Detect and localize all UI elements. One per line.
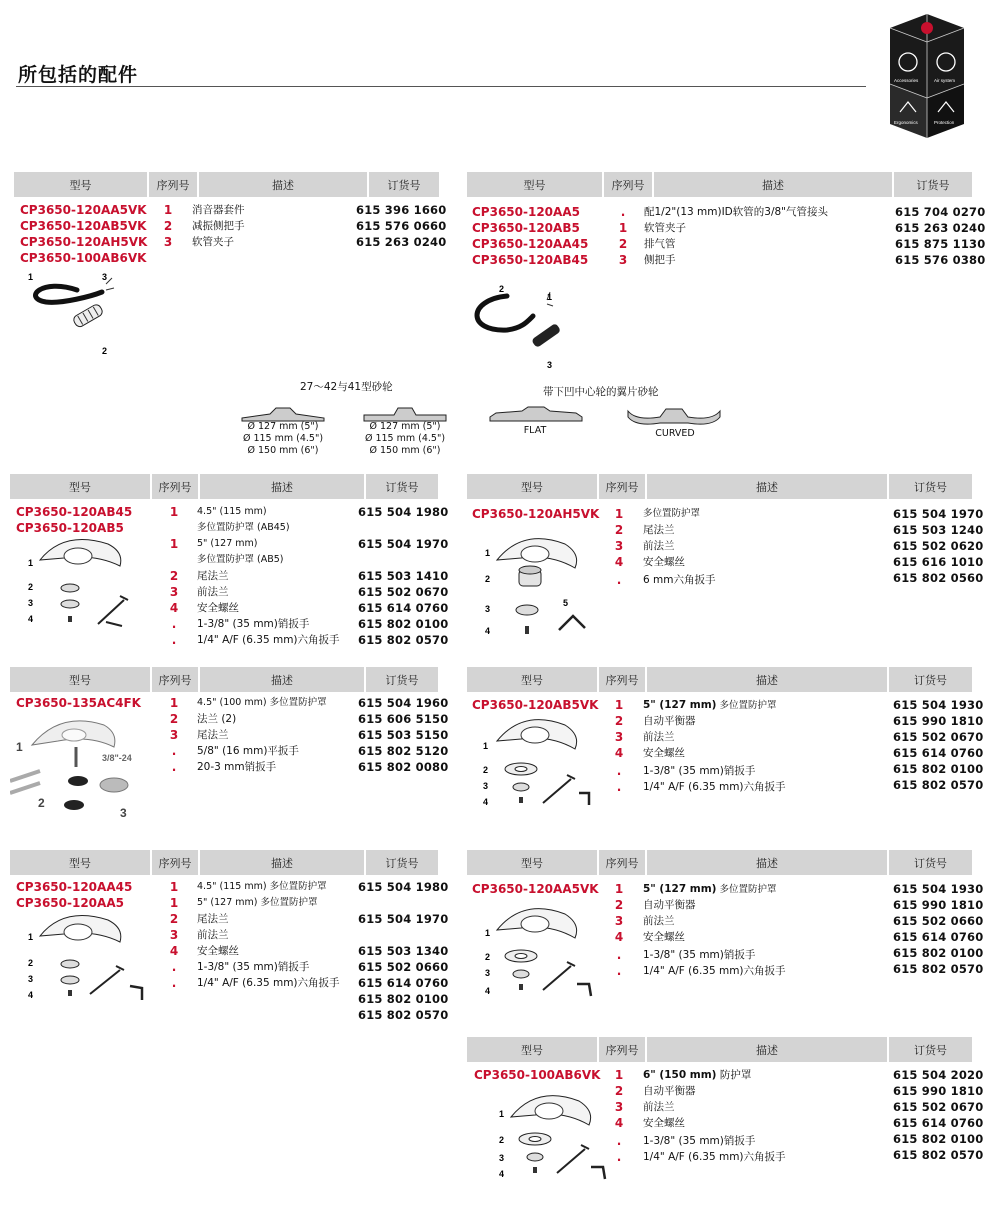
- header-model: 型号: [467, 474, 597, 499]
- part-description: 1/4" A/F (6.35 mm)六角扳手: [197, 977, 340, 989]
- order-number: 615 504 1980: [358, 880, 449, 894]
- seq-number: 3: [169, 728, 179, 742]
- order-number: 615 802 0100: [358, 617, 449, 631]
- model-number: CP3650-120AA45: [16, 880, 133, 894]
- model-number: CP3650-100AB6VK: [474, 1068, 601, 1082]
- callout: 3: [483, 781, 489, 791]
- part-description: 1/4" A/F (6.35 mm)六角扳手: [643, 965, 786, 977]
- callout: 1: [547, 292, 553, 302]
- seq-number: 4: [614, 555, 624, 569]
- seq-number: 3: [169, 928, 179, 942]
- part-description: 软管夹子: [644, 222, 686, 234]
- hose-kit-illustration: [22, 268, 122, 360]
- model-number: CP3650-120AB5VK: [20, 219, 147, 233]
- seq-number: 2: [169, 569, 179, 583]
- part-description: 安全螺丝: [197, 945, 239, 957]
- callout: 3: [547, 360, 553, 370]
- callout: 3: [485, 604, 491, 614]
- part-description-detail: 多位置防护罩 (AB45): [197, 522, 290, 533]
- guard-kit-photo-illustration: [10, 711, 150, 831]
- callout: 1: [28, 272, 34, 282]
- part-description: 侧把手: [644, 254, 676, 266]
- order-number: 615 802 0570: [358, 1008, 449, 1022]
- header-order: 订货号: [366, 667, 438, 692]
- header-order: 订货号: [369, 172, 439, 197]
- order-number: 615 504 1980: [358, 505, 449, 519]
- cube-face-air-system: Air system: [934, 78, 956, 83]
- accessory-table-2: [10, 474, 449, 659]
- seq-number: 1: [169, 537, 179, 551]
- part-description: 5" (127 mm) 多位置防护罩: [197, 897, 318, 908]
- seq-number: 2: [614, 1084, 624, 1098]
- part-description: 20-3 mm销扳手: [197, 761, 277, 773]
- part-description: 自动平衡器: [643, 1085, 696, 1097]
- seq-number: .: [616, 1150, 622, 1164]
- order-number: 615 614 0760: [893, 1116, 984, 1130]
- accessory-table-8: [467, 1037, 984, 1202]
- header-model: 型号: [467, 1037, 597, 1062]
- cube-face-ergonomics: Ergonomics: [894, 120, 918, 125]
- part-description: 4.5" (115 mm): [197, 506, 267, 517]
- order-number: 615 503 1340: [358, 944, 449, 958]
- model-number: CP3650-120AB5: [16, 521, 124, 535]
- exhaust-kit-illustration: [467, 280, 577, 372]
- order-number: 615 502 0670: [358, 585, 449, 599]
- wheel1-size: Ø 127 mm (5"): [247, 421, 319, 432]
- callout: 2: [102, 346, 108, 356]
- header-desc: 描述: [647, 474, 887, 499]
- header-seq: 序列号: [604, 172, 652, 197]
- seq-number: .: [616, 764, 622, 778]
- order-number: 615 503 5150: [358, 728, 449, 742]
- wheel2-size: Ø 115 mm (4.5"): [364, 433, 446, 444]
- order-number: 615 990 1810: [893, 1084, 984, 1098]
- part-description: 1-3/8" (35 mm)销扳手: [643, 1135, 756, 1147]
- model-number: CP3650-135AC4FK: [16, 696, 141, 710]
- callout: 1: [485, 548, 491, 558]
- callout: 4: [28, 614, 34, 624]
- model-number: CP3650-120AH5VK: [472, 507, 600, 521]
- model-number: CP3650-120AA5VK: [472, 882, 599, 896]
- curved-flap-disc-icon: [626, 405, 722, 429]
- model-number: CP3650-120AB45: [16, 505, 133, 519]
- accessory-table-1: [467, 172, 986, 372]
- order-number: 615 802 0100: [893, 946, 984, 960]
- part-description: 尾法兰: [197, 729, 229, 741]
- callout: 1: [28, 558, 34, 568]
- header-order: 订货号: [366, 850, 438, 875]
- seq-number: 2: [614, 523, 624, 537]
- callout: 2: [499, 284, 505, 294]
- model-number: CP3650-120AB5: [472, 221, 580, 235]
- seq-number: 4: [614, 930, 624, 944]
- seq-number: 1: [169, 505, 179, 519]
- header-model: 型号: [10, 667, 150, 692]
- order-number: 615 802 0570: [358, 633, 449, 647]
- callout: 3: [120, 806, 127, 820]
- accessories-cube-logo: [888, 12, 966, 140]
- order-number: 615 396 1660: [356, 203, 447, 217]
- guard-kit-illustration: [479, 530, 599, 648]
- order-number: 615 990 1810: [893, 898, 984, 912]
- header-order: 订货号: [366, 474, 438, 499]
- part-size: 5" (127 mm): [643, 699, 717, 711]
- accessory-table-6: [10, 850, 449, 1030]
- part-description: 多位置防护罩: [716, 884, 777, 895]
- seq-number: 4: [169, 944, 179, 958]
- thread-label: 3/8"-24: [102, 753, 132, 763]
- seq-number: 3: [163, 235, 173, 249]
- order-number: 615 502 0670: [893, 730, 984, 744]
- order-number: 615 606 5150: [358, 712, 449, 726]
- seq-number: 1: [614, 507, 624, 521]
- model-number: CP3650-100AB6VK: [20, 251, 147, 265]
- part-description: 多位置防护罩: [716, 700, 777, 711]
- callout: 4: [483, 797, 489, 807]
- seq-number: 1: [169, 880, 179, 894]
- type27-wheel-icon: [240, 402, 326, 422]
- part-description: 防护罩: [716, 1069, 752, 1081]
- seq-number: 4: [169, 601, 179, 615]
- callout: 1: [499, 1109, 505, 1119]
- order-number: 615 802 0100: [893, 762, 984, 776]
- order-number: 615 614 0760: [358, 976, 449, 990]
- part-description: 配1/2"(13 mm)ID软管的3/8"气管接头: [644, 206, 828, 218]
- seq-number: 1: [163, 203, 173, 217]
- order-number: 615 263 0240: [356, 235, 447, 249]
- part-description: 前法兰: [643, 731, 675, 743]
- part-description: 1/4" A/F (6.35 mm)六角扳手: [197, 634, 340, 646]
- part-description: 5/8" (16 mm)平扳手: [197, 745, 299, 757]
- header-desc: 描述: [647, 667, 887, 692]
- order-number: 615 504 2020: [893, 1068, 984, 1082]
- seq-number: .: [171, 744, 177, 758]
- part-description: 1/4" A/F (6.35 mm)六角扳手: [643, 781, 786, 793]
- order-number: 615 616 1010: [893, 555, 984, 569]
- part-description-detail: 多位置防护罩 (AB5): [197, 554, 284, 565]
- part-description: 安全螺丝: [643, 556, 685, 568]
- part-description: 多位置防护罩: [643, 508, 701, 519]
- seq-number: .: [171, 976, 177, 990]
- header-seq: 序列号: [152, 850, 198, 875]
- header-model: 型号: [467, 667, 597, 692]
- header-seq: 序列号: [152, 474, 198, 499]
- order-number: 615 503 1410: [358, 569, 449, 583]
- callout: 3: [28, 974, 34, 984]
- callout: 1: [28, 932, 34, 942]
- header-model: 型号: [467, 172, 602, 197]
- seq-number: .: [171, 633, 177, 647]
- seq-number: 4: [614, 1116, 624, 1130]
- seq-number: 1: [614, 1068, 624, 1082]
- callout: 3: [102, 272, 108, 282]
- part-description-wrap: [643, 697, 777, 714]
- model-number: CP3650-120AB45: [472, 253, 589, 267]
- header-seq: 序列号: [149, 172, 197, 197]
- callout: 4: [499, 1169, 505, 1179]
- order-number: 615 504 1970: [893, 507, 984, 521]
- part-description: 5" (127 mm): [197, 538, 258, 549]
- seq-number: 1: [614, 698, 624, 712]
- part-description-wrap: [643, 1067, 751, 1083]
- callout: 2: [28, 958, 34, 968]
- part-size: 5" (127 mm): [643, 883, 717, 895]
- header-model: 型号: [10, 474, 150, 499]
- wheel2-size: Ø 150 mm (6"): [369, 445, 441, 456]
- order-number: 615 504 1930: [893, 882, 984, 896]
- seq-number: 2: [618, 237, 628, 251]
- order-number: 615 875 1130: [895, 237, 986, 251]
- model-number: CP3650-120AA5: [16, 896, 124, 910]
- callout: 2: [499, 1135, 505, 1145]
- model-number: CP3650-120AA5VK: [20, 203, 147, 217]
- part-description: 安全螺丝: [643, 931, 685, 943]
- wheel1-size: Ø 115 mm (4.5"): [242, 433, 324, 444]
- seq-number: 3: [614, 1100, 624, 1114]
- header-desc: 描述: [647, 1037, 887, 1062]
- header-order: 订货号: [894, 172, 972, 197]
- header-desc: 描述: [647, 850, 887, 875]
- order-number: 615 502 0620: [893, 539, 984, 553]
- header-desc: 描述: [200, 850, 364, 875]
- wheel-type-left-title: 27～42与41型砂轮: [300, 381, 393, 393]
- header-model: 型号: [10, 850, 150, 875]
- seq-number: 3: [618, 253, 628, 267]
- seq-number: 1: [618, 221, 628, 235]
- seq-number: 2: [169, 912, 179, 926]
- part-description: 消音器套件: [192, 204, 245, 216]
- accessory-table-5: [467, 667, 984, 827]
- part-description: 1-3/8" (35 mm)销扳手: [197, 961, 310, 973]
- cube-face-accessories: Accessories: [894, 78, 919, 83]
- part-description: 自动平衡器: [643, 899, 696, 911]
- part-description: 安全螺丝: [643, 747, 685, 759]
- seq-number: 3: [614, 539, 624, 553]
- order-number: 615 614 0760: [893, 930, 984, 944]
- order-number: 615 802 0570: [893, 962, 984, 976]
- part-size: 6" (150 mm): [643, 1069, 717, 1081]
- order-number: 615 802 0570: [893, 1148, 984, 1162]
- title-rule: [16, 86, 866, 87]
- order-number: 615 802 0100: [358, 992, 449, 1006]
- part-description: 安全螺丝: [197, 602, 239, 614]
- seq-number: .: [616, 573, 622, 587]
- seq-number: .: [171, 960, 177, 974]
- order-number: 615 614 0760: [893, 746, 984, 760]
- wheel2-size: Ø 127 mm (5"): [369, 421, 441, 432]
- header-order: 订货号: [889, 850, 972, 875]
- header-desc: 描述: [654, 172, 892, 197]
- callout: 1: [485, 928, 491, 938]
- wheel1-size: Ø 150 mm (6"): [247, 445, 319, 456]
- seq-number: 2: [614, 714, 624, 728]
- part-description: 尾法兰: [643, 524, 675, 536]
- order-number: 615 502 0660: [358, 960, 449, 974]
- cube-face-protection: Protection: [934, 120, 955, 125]
- callout: 3: [485, 968, 491, 978]
- accessory-table-0: [14, 172, 447, 356]
- part-description: 前法兰: [197, 586, 229, 598]
- page-title: 所包括的配件: [18, 64, 139, 86]
- part-description: 安全螺丝: [643, 1117, 685, 1129]
- seq-number: 1: [169, 896, 179, 910]
- accessory-table-7: [467, 850, 984, 1010]
- callout: 5: [563, 598, 569, 608]
- header-seq: 序列号: [599, 1037, 645, 1062]
- header-order: 订货号: [889, 1037, 972, 1062]
- flat-label: FLAT: [523, 425, 547, 436]
- model-number: CP3650-120AA45: [472, 237, 589, 251]
- callout: 4: [485, 986, 491, 996]
- part-description: 前法兰: [643, 1101, 675, 1113]
- callout: 4: [28, 990, 34, 1000]
- part-description-wrap: [643, 881, 777, 898]
- balancer-kit-illustration: [479, 711, 599, 811]
- callout: 2: [483, 765, 489, 775]
- guard-kit-illustration: [24, 532, 139, 632]
- guard-kit-illustration: [24, 908, 154, 1008]
- seq-number: 3: [614, 914, 624, 928]
- part-description: 前法兰: [197, 929, 229, 941]
- part-description: 减振侧把手: [192, 220, 245, 232]
- seq-number: 2: [163, 219, 173, 233]
- callout: 3: [499, 1153, 505, 1163]
- seq-number: 3: [614, 730, 624, 744]
- wheel-type-right-title: 带下凹中心轮的翼片砂轮: [543, 386, 659, 398]
- seq-number: .: [616, 780, 622, 794]
- part-description: 1/4" A/F (6.35 mm)六角扳手: [643, 1151, 786, 1163]
- seq-number: 4: [614, 746, 624, 760]
- header-model: 型号: [14, 172, 147, 197]
- seq-number: 1: [614, 882, 624, 896]
- header-desc: 描述: [200, 667, 364, 692]
- header-order: 订货号: [889, 474, 972, 499]
- order-number: 615 802 5120: [358, 744, 449, 758]
- part-description: 前法兰: [643, 540, 675, 552]
- balancer-kit-illustration: [479, 900, 599, 1000]
- part-description: 前法兰: [643, 915, 675, 927]
- part-description: 6 mm六角扳手: [643, 574, 716, 586]
- model-number: CP3650-120AH5VK: [20, 235, 148, 249]
- seq-number: .: [171, 617, 177, 631]
- header-model: 型号: [467, 850, 597, 875]
- order-number: 615 802 0570: [893, 778, 984, 792]
- seq-number: 3: [169, 585, 179, 599]
- seq-number: .: [620, 205, 626, 219]
- seq-number: .: [171, 760, 177, 774]
- header-desc: 描述: [200, 474, 364, 499]
- order-number: 615 614 0760: [358, 601, 449, 615]
- header-seq: 序列号: [599, 850, 645, 875]
- order-number: 615 802 0560: [893, 571, 984, 585]
- part-description: 排气管: [644, 238, 676, 250]
- callout: 1: [483, 741, 489, 751]
- accessory-table-4: [10, 667, 449, 837]
- seq-number: .: [616, 964, 622, 978]
- order-number: 615 504 1970: [358, 537, 449, 551]
- order-number: 615 802 0080: [358, 760, 449, 774]
- order-number: 615 990 1810: [893, 714, 984, 728]
- order-number: 615 576 0660: [356, 219, 447, 233]
- callout: 2: [38, 796, 45, 810]
- part-description: 尾法兰: [197, 570, 229, 582]
- header-seq: 序列号: [599, 474, 645, 499]
- flat-flap-disc-icon: [488, 405, 584, 425]
- curved-label: CURVED: [655, 428, 695, 439]
- seq-number: .: [616, 1134, 622, 1148]
- model-number: CP3650-120AA5: [472, 205, 580, 219]
- callout: 3: [28, 598, 34, 608]
- accessory-table-3: [467, 474, 984, 649]
- order-number: 615 502 0660: [893, 914, 984, 928]
- balancer-kit-illustration: [493, 1087, 613, 1192]
- seq-number: 2: [169, 712, 179, 726]
- part-description: 1-3/8" (35 mm)销扳手: [643, 949, 756, 961]
- callout: 2: [28, 582, 34, 592]
- order-number: 615 504 1960: [358, 696, 449, 710]
- order-number: 615 576 0380: [895, 253, 986, 267]
- seq-number: 2: [614, 898, 624, 912]
- callout: 4: [485, 626, 491, 636]
- part-description: 法兰 (2): [197, 713, 237, 725]
- header-order: 订货号: [889, 667, 972, 692]
- callout: 1: [16, 740, 23, 754]
- part-description: 4.5" (100 mm) 多位置防护罩: [197, 697, 327, 708]
- part-description: 自动平衡器: [643, 715, 696, 727]
- order-number: 615 263 0240: [895, 221, 986, 235]
- order-number: 615 802 0100: [893, 1132, 984, 1146]
- part-description: 尾法兰: [197, 913, 229, 925]
- order-number: 615 502 0670: [893, 1100, 984, 1114]
- seq-number: 1: [169, 696, 179, 710]
- part-description: 1-3/8" (35 mm)销扳手: [643, 765, 756, 777]
- type41-wheel-icon: [362, 402, 448, 422]
- header-seq: 序列号: [152, 667, 198, 692]
- model-number: CP3650-120AB5VK: [472, 698, 599, 712]
- part-description: 软管夹子: [192, 236, 234, 248]
- callout: 2: [485, 574, 491, 584]
- order-number: 615 504 1930: [893, 698, 984, 712]
- seq-number: .: [616, 948, 622, 962]
- order-number: 615 704 0270: [895, 205, 986, 219]
- part-description: 1-3/8" (35 mm)销扳手: [197, 618, 310, 630]
- order-number: 615 504 1970: [358, 912, 449, 926]
- callout: 2: [485, 952, 491, 962]
- header-seq: 序列号: [599, 667, 645, 692]
- header-desc: 描述: [199, 172, 367, 197]
- part-description: 4.5" (115 mm) 多位置防护罩: [197, 881, 327, 892]
- order-number: 615 503 1240: [893, 523, 984, 537]
